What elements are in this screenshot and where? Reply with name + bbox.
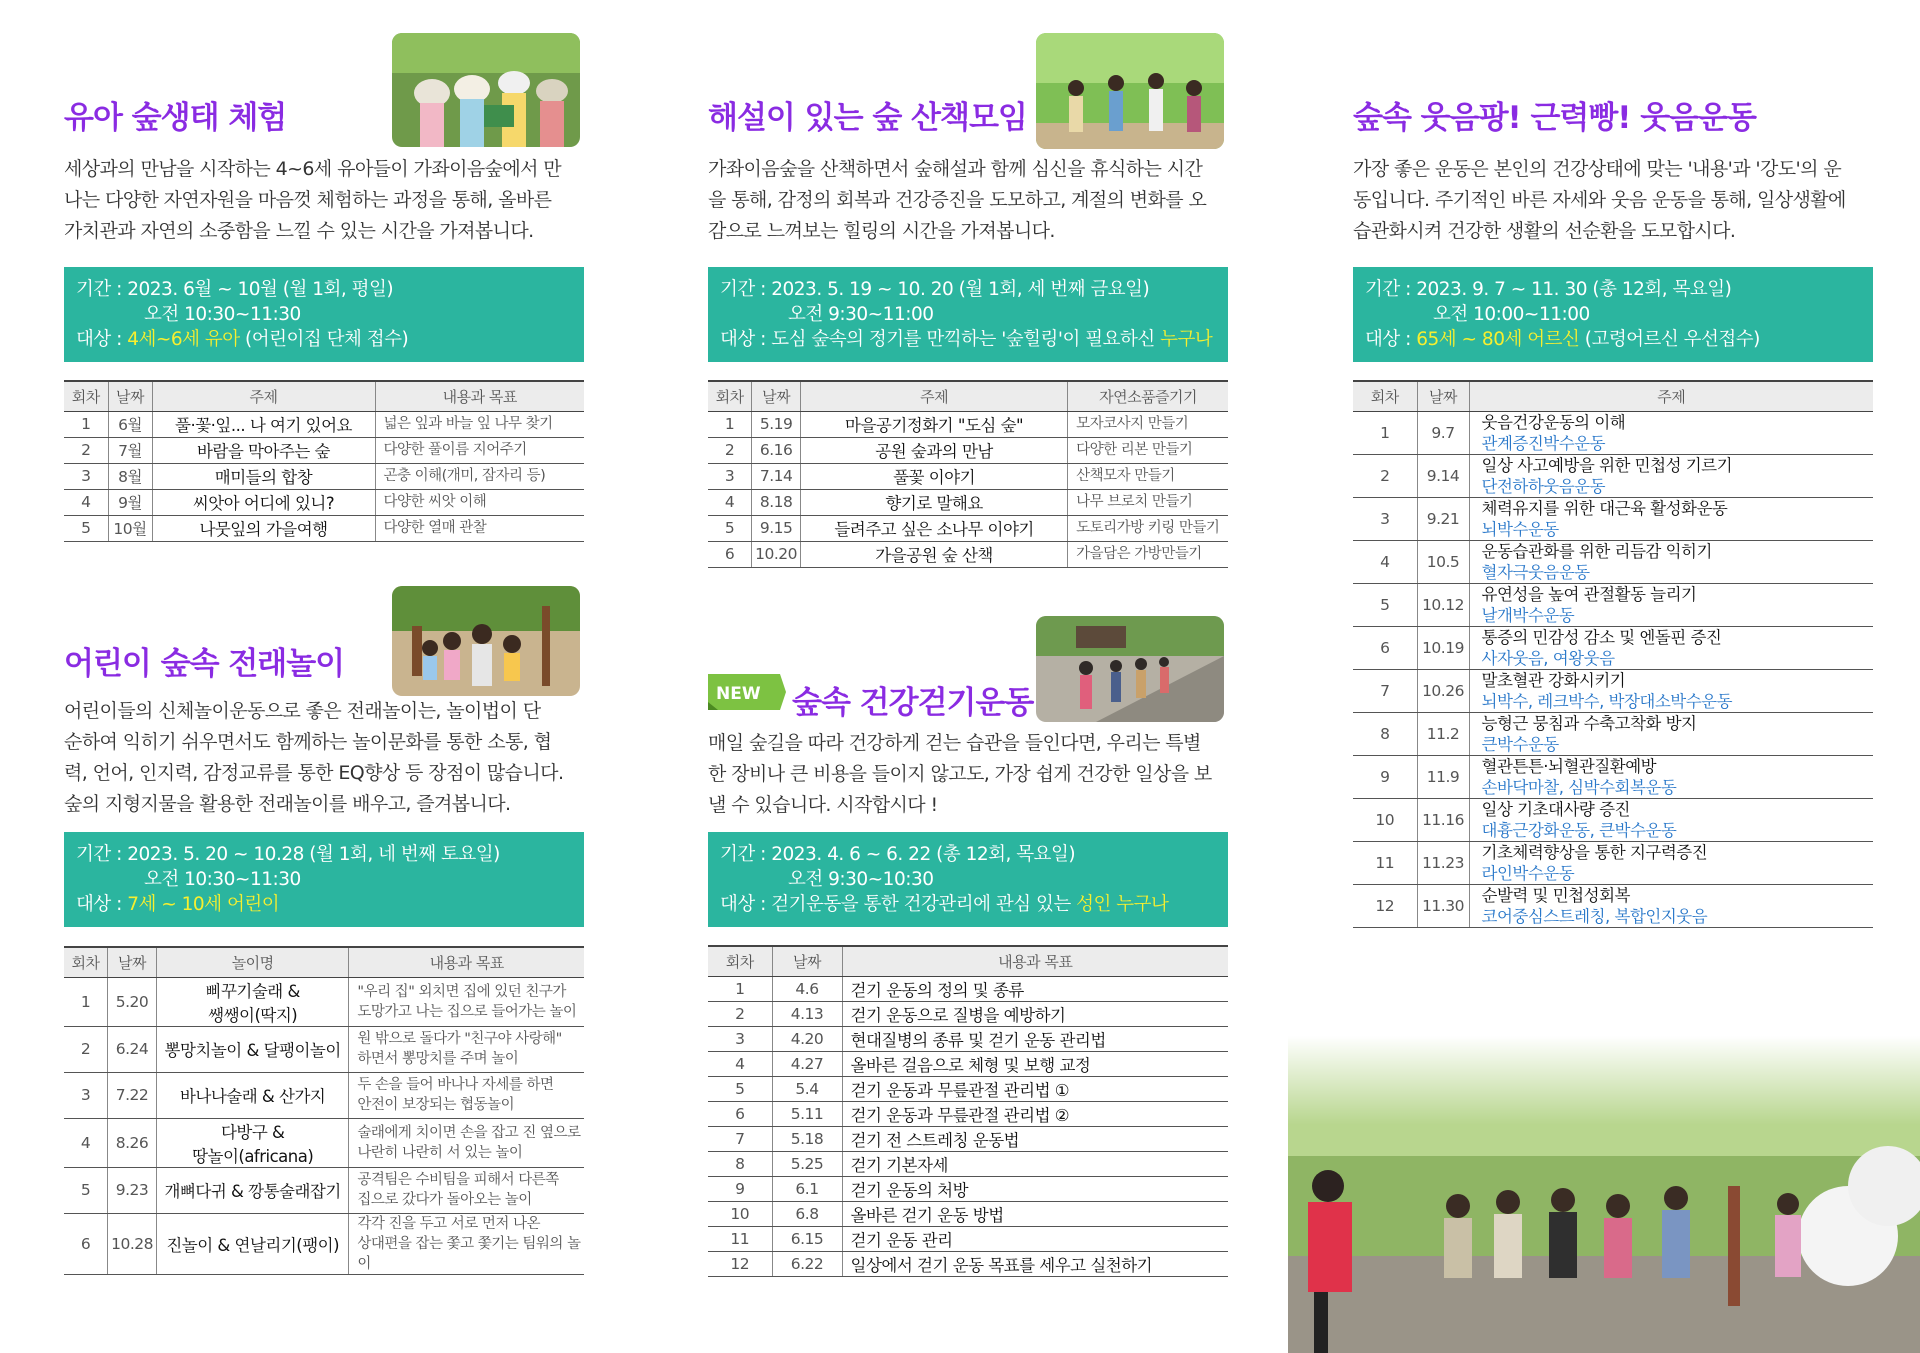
cell-date: 10.19	[1417, 626, 1469, 669]
cell-topic: 씨앗아 어디에 있니?	[152, 489, 375, 515]
cell-date: 10.20	[752, 541, 801, 567]
desc-line: 낼 수 있습니다. 시작합시다 !	[708, 794, 938, 816]
cell-round: 2	[708, 1001, 772, 1026]
kids-play-photo	[392, 586, 580, 696]
cell-topic	[1469, 798, 1873, 841]
cell-round: 5	[708, 515, 752, 541]
cell-round: 11	[1353, 841, 1417, 884]
cell-topic	[1469, 755, 1873, 798]
kids-forest-photo	[392, 33, 580, 147]
cell-round: 2	[64, 437, 108, 463]
table-row	[708, 515, 1228, 541]
topic-sub: 코어중심스트레칭, 복합인지웃음	[1481, 906, 1708, 926]
cell-round: 3	[708, 463, 752, 489]
column-1	[64, 0, 584, 1353]
cell-topic: 걷기 전 스트레칭 운동법	[842, 1126, 1228, 1151]
cell-round: 1	[708, 411, 752, 437]
info-target: 대상 : 4세~6세 유아 (어린이집 단체 접수)	[76, 329, 409, 350]
cell-date: 10.26	[1417, 669, 1469, 712]
table-row	[708, 976, 1228, 1001]
topic-main: 말초혈관 강화시키기	[1481, 670, 1626, 690]
cell-round: 4	[1353, 540, 1417, 583]
cell-content: 두 손을 들어 바나나 자세를 하면 안전이 보장되는 협동놀이	[349, 1072, 584, 1118]
cell-topic: 향기로 말해요	[801, 489, 1068, 515]
cell-date: 9.7	[1417, 411, 1469, 454]
topic-sub: 뇌박수, 레크박수, 박장대소박수운동	[1481, 691, 1733, 711]
table-row	[1353, 884, 1873, 927]
section-desc-forest-walk	[708, 154, 1228, 247]
table-row	[708, 1201, 1228, 1226]
table-row	[1353, 626, 1873, 669]
cell-topic	[1469, 411, 1873, 454]
new-badge	[708, 672, 786, 712]
cell-date: 4.6	[772, 976, 842, 1001]
table-row	[708, 1176, 1228, 1201]
cell-round: 1	[64, 977, 108, 1026]
col-header: 날짜	[752, 381, 801, 411]
info-target: 대상 : 걷기운동을 통한 건강관리에 관심 있는 성인 누구나	[720, 894, 1169, 915]
cell-content: 산책모자 만들기	[1068, 463, 1228, 489]
cell-round: 9	[1353, 755, 1417, 798]
cell-content: 다양한 리본 만들기	[1068, 437, 1228, 463]
col-header: 내용과 목표	[842, 946, 1228, 976]
info-target: 대상 : 7세 ~ 10세 어린이	[76, 894, 280, 915]
desc-line: 가장 좋은 운동은 본인의 건강상태에 맞는 '내용'과 '강도'의 운	[1353, 158, 1842, 180]
desc-line: 매일 숲길을 따라 건강하게 걷는 습관을 들인다면, 우리는 특별	[708, 732, 1201, 754]
cell-content: 도토리가방 키링 만들기	[1068, 515, 1228, 541]
cell-round: 5	[64, 515, 108, 541]
info-time: 오전 10:30~11:30	[144, 304, 301, 325]
cell-topic	[1469, 540, 1873, 583]
table-row	[1353, 755, 1873, 798]
cell-topic	[1469, 669, 1873, 712]
desc-line: 세상과의 만남을 시작하는 4~6세 유아들이 가좌이음숲에서 만	[64, 158, 562, 180]
table-row	[708, 1026, 1228, 1051]
cell-date: 5.25	[772, 1151, 842, 1176]
table-row	[64, 977, 584, 1026]
cell-content: 넓은 잎과 바늘 잎 나무 찾기	[375, 411, 584, 437]
cell-topic: 진놀이 & 연날리기(팽이)	[156, 1213, 348, 1274]
topic-main: 유연성을 높여 관절활동 늘리기	[1481, 584, 1697, 604]
cell-content: 가을담은 가방만들기	[1068, 541, 1228, 567]
cell-date: 7.14	[752, 463, 801, 489]
table-row	[1353, 669, 1873, 712]
cell-date: 11.30	[1417, 884, 1469, 927]
cell-topic: 삐꾸기술래 & 쌩쌩이(딱지)	[156, 977, 348, 1026]
col-header: 날짜	[108, 947, 157, 977]
cell-date: 11.2	[1417, 712, 1469, 755]
info-time: 오전 9:30~11:00	[788, 304, 934, 325]
cell-content: 다양한 풀이름 지어주기	[375, 437, 584, 463]
cell-topic: 다방구 & 땅놀이(africana)	[156, 1118, 348, 1167]
forest-walk-photo	[1036, 33, 1224, 149]
topic-sub: 혈자극웃음운동	[1481, 562, 1590, 582]
cell-round: 4	[64, 1118, 108, 1167]
section-title-health-walking: 숲속 건강걷기운동	[792, 685, 1034, 721]
col-header: 회차	[708, 946, 772, 976]
cell-date: 7월	[108, 437, 152, 463]
cell-round: 12	[708, 1251, 772, 1276]
topic-sub: 대흉근강화운동, 큰박수운동	[1481, 820, 1677, 840]
info-box	[708, 267, 1228, 362]
info-period: 기간 : 2023. 4. 6 ~ 6. 22 (총 12회, 목요일)	[720, 844, 1076, 865]
schedule-table	[64, 380, 584, 542]
info-target: 대상 : 도심 숲속의 정기를 만끽하는 '숲힐링'이 필요하신 누구나	[720, 329, 1213, 350]
cell-date: 11.23	[1417, 841, 1469, 884]
topic-main: 혈관튼튼·뇌혈관질환예방	[1481, 756, 1657, 776]
table-row	[708, 1001, 1228, 1026]
cell-date: 8.26	[108, 1118, 157, 1167]
cell-round: 10	[1353, 798, 1417, 841]
section-desc-traditional-play	[64, 696, 584, 820]
cell-round: 3	[1353, 497, 1417, 540]
cell-date: 6.1	[772, 1176, 842, 1201]
cell-round: 8	[708, 1151, 772, 1176]
cell-topic: 올바른 걸음으로 체형 및 보행 교정	[842, 1051, 1228, 1076]
cell-date: 5.11	[772, 1101, 842, 1126]
laughter-exercise-photo	[1288, 1036, 1920, 1353]
info-box	[64, 267, 584, 362]
cell-topic: 걷기 기본자세	[842, 1151, 1228, 1176]
cell-topic: 개뼈다귀 & 깡통술래잡기	[156, 1167, 348, 1213]
section-desc-health-walking	[708, 728, 1228, 821]
cell-round: 7	[708, 1126, 772, 1151]
desc-line: 습관화시켜 건강한 생활의 선순환을 도모합시다.	[1353, 220, 1736, 242]
cell-date: 10.5	[1417, 540, 1469, 583]
cell-topic: 나뭇잎의 가을여행	[152, 515, 375, 541]
cell-date: 10.28	[108, 1213, 157, 1274]
cell-date: 7.22	[108, 1072, 157, 1118]
cell-topic: 풀·꽃·잎... 나 여기 있어요	[152, 411, 375, 437]
walking-exercise-photo	[1036, 616, 1224, 722]
cell-topic	[1469, 583, 1873, 626]
col-header: 날짜	[108, 381, 152, 411]
cell-round: 2	[708, 437, 752, 463]
cell-topic	[1469, 497, 1873, 540]
col-header: 회차	[708, 381, 752, 411]
table-row	[1353, 540, 1873, 583]
info-box	[1353, 267, 1873, 362]
cell-date: 10월	[108, 515, 152, 541]
topic-sub: 단전하하웃음운동	[1481, 476, 1606, 496]
cell-round: 5	[708, 1076, 772, 1101]
cell-round: 6	[64, 1213, 108, 1274]
topic-main: 능형근 뭉침과 수축고착화 방지	[1481, 713, 1697, 733]
cell-date: 8월	[108, 463, 152, 489]
section-desc-kids-ecology	[64, 154, 584, 247]
col-header: 주제	[1469, 381, 1873, 411]
col-header: 내용과 목표	[375, 381, 584, 411]
table-row	[708, 489, 1228, 515]
info-period: 기간 : 2023. 5. 19 ~ 10. 20 (월 1회, 세 번째 금요일)	[720, 279, 1150, 300]
cell-date: 6.15	[772, 1226, 842, 1251]
cell-round: 2	[1353, 454, 1417, 497]
topic-main: 순발력 및 민첩성회복	[1481, 885, 1630, 905]
table-row	[64, 1072, 584, 1118]
cell-topic	[1469, 884, 1873, 927]
table-row	[64, 411, 584, 437]
cell-topic	[1469, 626, 1873, 669]
info-period: 기간 : 2023. 6월 ~ 10월 (월 1회, 평일)	[76, 279, 394, 300]
cell-topic: 바나나술래 & 산가지	[156, 1072, 348, 1118]
col-header: 내용과 목표	[349, 947, 584, 977]
col-header: 회차	[64, 381, 108, 411]
cell-topic: 마을공기정화기 "도심 숲"	[801, 411, 1068, 437]
cell-round: 6	[708, 541, 752, 567]
cell-round: 2	[64, 1026, 108, 1072]
cell-round: 3	[64, 463, 108, 489]
col-header: 날짜	[1417, 381, 1469, 411]
cell-topic: 바람을 막아주는 숲	[152, 437, 375, 463]
col-header: 회차	[1353, 381, 1417, 411]
topic-main: 일상 기초대사량 증진	[1481, 799, 1630, 819]
cell-date: 5.18	[772, 1126, 842, 1151]
desc-line: 순하여 익히기 쉬우면서도 함께하는 놀이문화를 통한 소통, 협	[64, 731, 552, 753]
schedule-table	[64, 946, 584, 1275]
cell-date: 8.18	[752, 489, 801, 515]
topic-sub: 손바닥마찰, 심박수회복운동	[1481, 777, 1677, 797]
info-box	[708, 832, 1228, 927]
info-period: 기간 : 2023. 9. 7 ~ 11. 30 (총 12회, 목요일)	[1365, 279, 1732, 300]
new-badge-text: NEW	[716, 684, 761, 704]
cell-content: 원 밖으로 돌다가 "친구야 사랑해" 하면서 뽕망치를 주며 놀이	[349, 1026, 584, 1072]
cell-topic: 일상에서 걷기 운동 목표를 세우고 실천하기	[842, 1251, 1228, 1276]
cell-round: 5	[64, 1167, 108, 1213]
cell-date: 4.27	[772, 1051, 842, 1076]
column-2	[708, 0, 1228, 1353]
section-desc-laughter-exercise	[1353, 154, 1873, 247]
col-header: 날짜	[772, 946, 842, 976]
table-row	[708, 1051, 1228, 1076]
table-row	[708, 1126, 1228, 1151]
cell-round: 5	[1353, 583, 1417, 626]
cell-round: 6	[1353, 626, 1417, 669]
table-row	[1353, 583, 1873, 626]
cell-round: 6	[708, 1101, 772, 1126]
cell-date: 6.24	[108, 1026, 157, 1072]
cell-round: 3	[708, 1026, 772, 1051]
table-row	[64, 489, 584, 515]
cell-content: 곤충 이해(개미, 잠자리 등)	[375, 463, 584, 489]
table-row	[708, 541, 1228, 567]
cell-round: 8	[1353, 712, 1417, 755]
topic-main: 통증의 민감성 감소 및 엔돌핀 증진	[1481, 627, 1722, 647]
table-row	[708, 437, 1228, 463]
table-row	[1353, 411, 1873, 454]
cell-date: 4.13	[772, 1001, 842, 1026]
table-row	[708, 1076, 1228, 1101]
info-time: 오전 10:30~11:30	[144, 869, 301, 890]
table-row	[1353, 841, 1873, 884]
col-header: 자연소품즐기기	[1068, 381, 1228, 411]
topic-sub: 라인박수운동	[1481, 863, 1575, 883]
cell-content: 모자코사지 만들기	[1068, 411, 1228, 437]
desc-line: 숲의 지형지물을 활용한 전래놀이를 배우고, 즐겨봅니다.	[64, 793, 511, 815]
cell-date: 5.20	[108, 977, 157, 1026]
topic-sub: 사자웃음, 여왕웃음	[1481, 648, 1615, 668]
topic-sub: 큰박수운동	[1481, 734, 1559, 754]
topic-main: 운동습관화를 위한 리듬감 익히기	[1481, 541, 1712, 561]
cell-topic: 가을공원 숲 산책	[801, 541, 1068, 567]
cell-topic: 올바른 걷기 운동 방법	[842, 1201, 1228, 1226]
cell-topic: 공원 숲과의 만남	[801, 437, 1068, 463]
cell-round: 3	[64, 1072, 108, 1118]
cell-topic: 걷기 운동으로 질병을 예방하기	[842, 1001, 1228, 1026]
cell-topic: 들려주고 싶은 소나무 이야기	[801, 515, 1068, 541]
cell-content: 술래에게 치이면 손을 잡고 진 옆으로 나란히 나란히 서 있는 놀이	[349, 1118, 584, 1167]
cell-date: 9.21	[1417, 497, 1469, 540]
cell-topic: 풀꽃 이야기	[801, 463, 1068, 489]
cell-date: 9월	[108, 489, 152, 515]
table-row	[64, 1167, 584, 1213]
cell-round: 1	[1353, 411, 1417, 454]
table-row	[64, 463, 584, 489]
cell-date: 6월	[108, 411, 152, 437]
cell-topic: 매미들의 합창	[152, 463, 375, 489]
table-row	[1353, 454, 1873, 497]
cell-content: "우리 집" 외치면 집에 있던 친구가 도망가고 나는 집으로 들어가는 놀이	[349, 977, 584, 1026]
cell-round: 12	[1353, 884, 1417, 927]
table-row	[64, 515, 584, 541]
desc-line: 동입니다. 주기적인 바른 자세와 웃음 운동을 통해, 일상생활에	[1353, 189, 1846, 211]
table-row	[1353, 712, 1873, 755]
cell-topic: 걷기 운동의 처방	[842, 1176, 1228, 1201]
topic-main: 일상 사고예방을 위한 민첩성 기르기	[1481, 455, 1733, 475]
section-title-traditional-play: 어린이 숲속 전래놀이	[64, 646, 345, 682]
cell-topic: 걷기 운동과 무릎관절 관리법 ②	[842, 1101, 1228, 1126]
col-header: 놀이명	[156, 947, 348, 977]
section-title-laughter-exercise: 숲속 웃음팡! 근력빵! 웃음운동	[1353, 100, 1757, 136]
cell-date: 5.19	[752, 411, 801, 437]
cell-date: 5.4	[772, 1076, 842, 1101]
table-row	[708, 1251, 1228, 1276]
info-target: 대상 : 65세 ~ 80세 어르신 (고령어르신 우선접수)	[1365, 329, 1760, 350]
topic-sub: 관계증진박수운동	[1481, 433, 1606, 453]
cell-content: 다양한 씨앗 이해	[375, 489, 584, 515]
cell-date: 11.16	[1417, 798, 1469, 841]
cell-round: 4	[708, 489, 752, 515]
cell-round: 4	[64, 489, 108, 515]
desc-line: 나는 다양한 자연자원을 마음껏 체험하는 과정을 통해, 올바른	[64, 189, 552, 211]
cell-content: 공격팀은 수비팀을 피해서 다른쪽 집으로 갔다가 돌아오는 놀이	[349, 1167, 584, 1213]
table-row	[708, 463, 1228, 489]
desc-line: 을 통해, 감정의 회복과 건강증진을 도모하고, 계절의 변화를 오	[708, 189, 1207, 211]
cell-date: 6.16	[752, 437, 801, 463]
topic-sub: 뇌박수운동	[1481, 519, 1559, 539]
topic-main: 체력유지를 위한 대근육 활성화운동	[1481, 498, 1728, 518]
col-header: 회차	[64, 947, 108, 977]
desc-line: 가좌이음숲을 산책하면서 숲해설과 함께 심신을 휴식하는 시간	[708, 158, 1203, 180]
desc-line: 한 장비나 큰 비용을 들이지 않고도, 가장 쉽게 건강한 일상을 보	[708, 763, 1212, 785]
cell-topic	[1469, 841, 1873, 884]
schedule-table	[708, 945, 1228, 1277]
topic-main: 웃음건강운동의 이해	[1481, 412, 1626, 432]
desc-line: 력, 언어, 인지력, 감정교류를 통한 EQ향상 등 장점이 많습니다.	[64, 762, 564, 784]
table-row	[64, 437, 584, 463]
table-row	[708, 1101, 1228, 1126]
cell-topic: 걷기 운동의 정의 및 종류	[842, 976, 1228, 1001]
table-row	[1353, 497, 1873, 540]
schedule-table	[1353, 380, 1873, 928]
info-box	[64, 832, 584, 927]
cell-content: 다양한 열매 관찰	[375, 515, 584, 541]
table-row	[64, 1026, 584, 1072]
cell-topic	[1469, 712, 1873, 755]
info-time: 오전 9:30~10:30	[788, 869, 934, 890]
cell-date: 11.9	[1417, 755, 1469, 798]
cell-date: 10.12	[1417, 583, 1469, 626]
desc-line: 가치관과 자연의 소중함을 느낄 수 있는 시간을 가져봅니다.	[64, 220, 534, 242]
topic-sub: 날개박수운동	[1481, 605, 1575, 625]
col-header: 주제	[152, 381, 375, 411]
cell-content: 나무 브로치 만들기	[1068, 489, 1228, 515]
cell-topic: 현대질병의 종류 및 걷기 운동 관리법	[842, 1026, 1228, 1051]
cell-round: 7	[1353, 669, 1417, 712]
table-row	[708, 1151, 1228, 1176]
cell-round: 1	[708, 976, 772, 1001]
cell-round: 10	[708, 1201, 772, 1226]
cell-content: 각각 진을 두고 서로 먼저 나온 상대편을 잡는 쫓고 쫓기는 팀워의 놀이	[349, 1213, 584, 1274]
cell-date: 9.14	[1417, 454, 1469, 497]
cell-round: 4	[708, 1051, 772, 1076]
cell-date: 4.20	[772, 1026, 842, 1051]
table-row	[1353, 798, 1873, 841]
cell-date: 6.22	[772, 1251, 842, 1276]
cell-date: 9.15	[752, 515, 801, 541]
cell-round: 1	[64, 411, 108, 437]
col-header: 주제	[801, 381, 1068, 411]
info-period: 기간 : 2023. 5. 20 ~ 10.28 (월 1회, 네 번째 토요일)	[76, 844, 500, 865]
section-title-kids-ecology: 유아 숲생태 체험	[64, 100, 287, 136]
cell-round: 9	[708, 1176, 772, 1201]
table-row	[64, 1213, 584, 1274]
table-row	[708, 411, 1228, 437]
cell-topic: 걷기 운동과 무릎관절 관리법 ①	[842, 1076, 1228, 1101]
cell-topic	[1469, 454, 1873, 497]
cell-topic: 뽕망치놀이 & 달팽이놀이	[156, 1026, 348, 1072]
table-row	[708, 1226, 1228, 1251]
table-row	[64, 1118, 584, 1167]
cell-date: 6.8	[772, 1201, 842, 1226]
topic-main: 기초체력향상을 통한 지구력증진	[1481, 842, 1708, 862]
desc-line: 감으로 느껴보는 힐링의 시간을 가져봅니다.	[708, 220, 1055, 242]
schedule-table	[708, 380, 1228, 568]
section-title-forest-walk: 해설이 있는 숲 산책모임	[708, 100, 1027, 136]
cell-round: 11	[708, 1226, 772, 1251]
cell-topic: 걷기 운동 관리	[842, 1226, 1228, 1251]
desc-line: 어린이들의 신체놀이운동으로 좋은 전래놀이는, 놀이법이 단	[64, 700, 541, 722]
cell-date: 9.23	[108, 1167, 157, 1213]
info-time: 오전 10:00~11:00	[1433, 304, 1590, 325]
